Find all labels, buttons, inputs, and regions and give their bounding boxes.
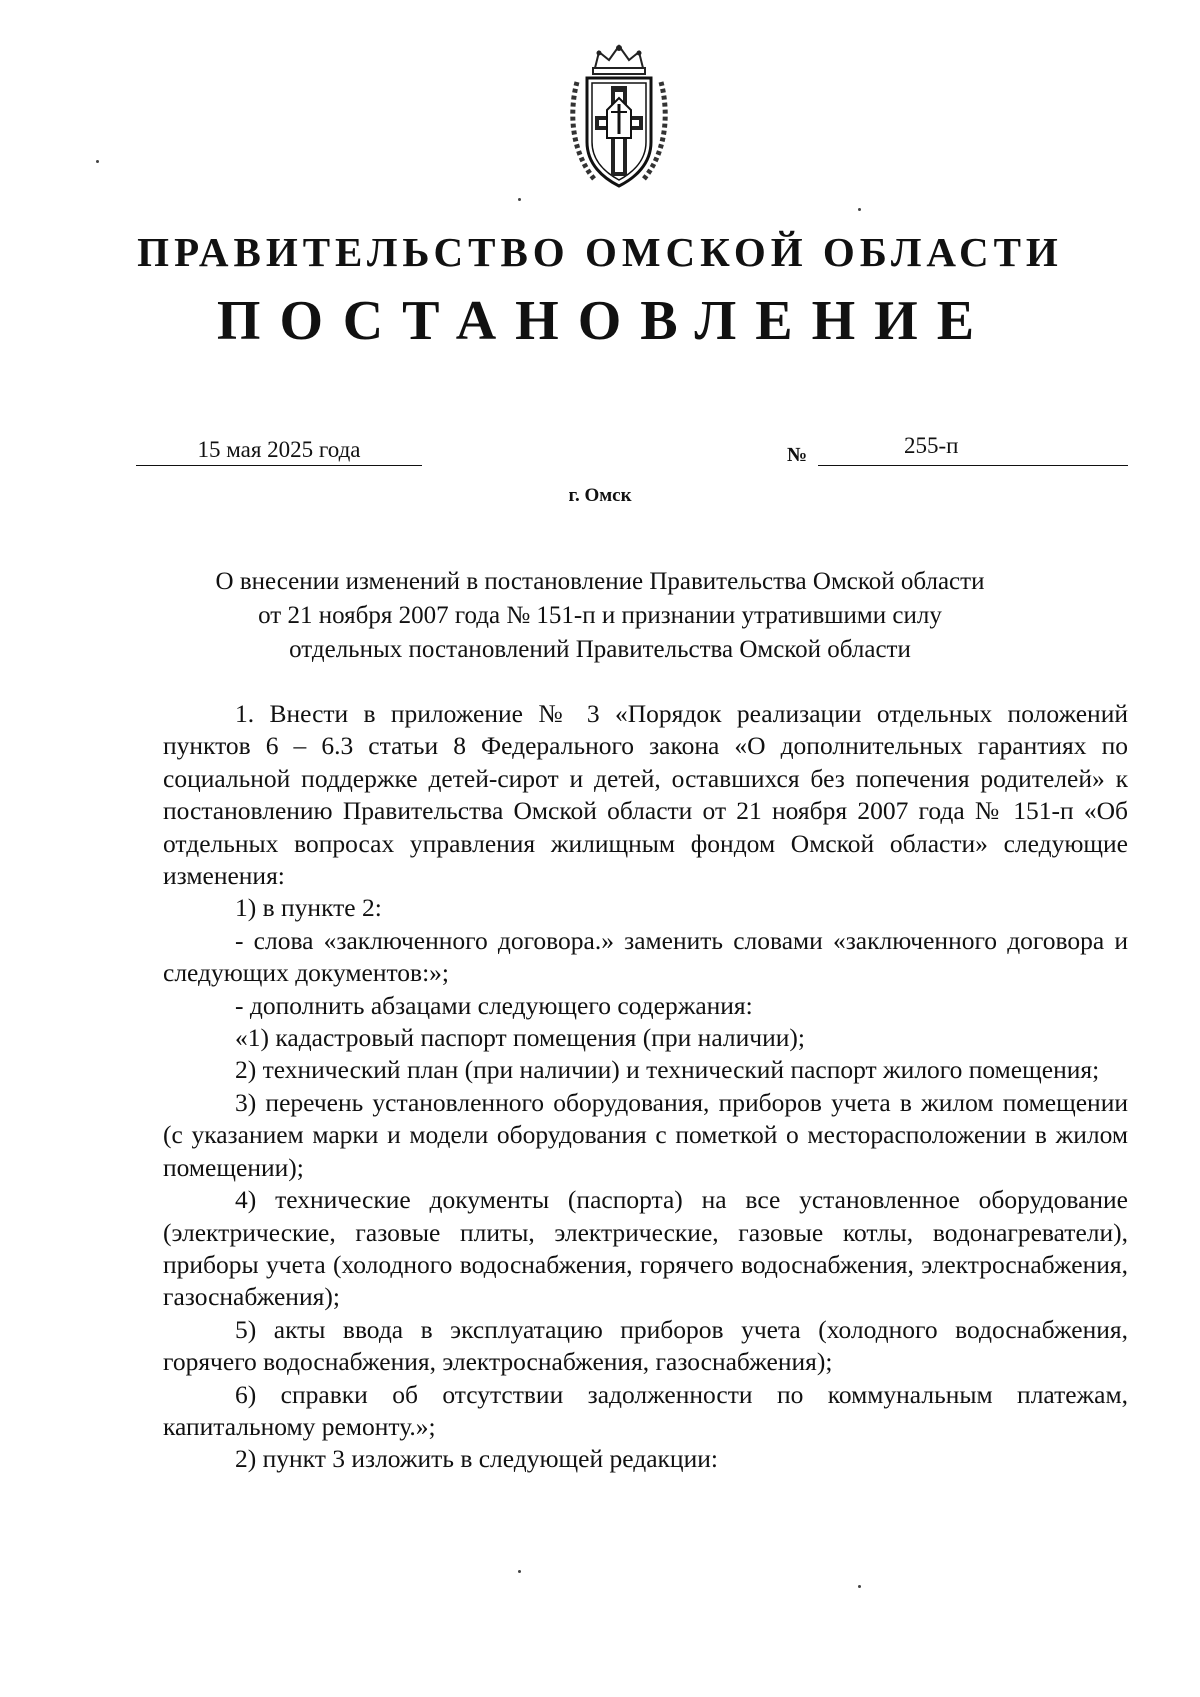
body-paragraph: 5) акты ввода в эксплуатацию приборов учета (холодного водоснабжения, горячего водоснабжения, электроснабжения, газоснабжения); <box>163 1314 1128 1377</box>
document-type-title: ПОСТАНОВЛЕНИЕ <box>216 290 994 352</box>
body-paragraph: 1) в пункте 2: <box>235 893 382 923</box>
scan-speck <box>518 1570 521 1573</box>
scan-speck <box>96 160 99 163</box>
document-date: 15 мая 2025 года <box>136 435 422 466</box>
city-name: г. Омск <box>568 485 632 506</box>
document-subject <box>150 565 1050 667</box>
number-sign: № <box>787 444 808 466</box>
body-paragraph: - слова «заключенного договора.» заменить словами «заключенного договора и следующих документов:»; <box>163 925 1128 988</box>
subject-line: О внесении изменений в постановление Правительства Омской области <box>215 568 985 595</box>
document-number: 255-п <box>904 433 959 458</box>
document-body <box>163 698 1128 1476</box>
body-paragraph: 3) перечень установленного оборудования, приборов учета в жилом помещении (с указанием марки и модели оборудования с пометкой о месторасположении в жилом помещении); <box>163 1087 1128 1182</box>
body-paragraph: 2) технический план (при наличии) и технический паспорт жилого помещения; <box>235 1055 1100 1085</box>
scan-speck <box>858 208 861 211</box>
body-paragraph: 6) справки об отсутствии задолженности по коммунальным платежам, капитальному ремонту.»; <box>163 1379 1128 1441</box>
scan-speck <box>518 198 521 201</box>
body-paragraph: 1. Внести в приложение № 3 «Порядок реализации отдельных положений пунктов 6 – 6.3 статьи 8 Федерального закона «О дополнительных гарантиях по социальной поддержке детей-сирот и детей, оставшихся без попечения родителей» к постановлению Правительства Омской области от 21 ноября 2007 года № 151-п «Об отдельных вопросах управления жилищным фондом Омской области» следующие изменения: <box>163 699 1128 891</box>
subject-line: от 21 ноября 2007 года № 151-п и признании утратившими силу <box>258 602 942 629</box>
body-paragraph: 2) пункт 3 изложить в следующей редакции: <box>235 1444 718 1474</box>
body-paragraph: 4) технические документы (паспорта) на все установленное оборудование (электрические, газовые плиты, электрические, газовые котлы, водонагреватели), приборы учета (холодного водоснабжения, горячего водоснабжения, электроснабжения, газоснабжения); <box>163 1185 1128 1312</box>
subject-line: отдельных постановлений Правительства Омской области <box>289 636 911 663</box>
document-number-field <box>818 435 1128 466</box>
scan-speck <box>858 1585 861 1588</box>
coat-of-arms-emblem <box>565 42 673 192</box>
body-paragraph: «1) кадастровый паспорт помещения (при наличии); <box>235 1023 805 1053</box>
government-title: ПРАВИТЕЛЬСТВО ОМСКОЙ ОБЛАСТИ <box>137 229 1063 275</box>
body-paragraph: - дополнить абзацами следующего содержания: <box>235 990 753 1020</box>
